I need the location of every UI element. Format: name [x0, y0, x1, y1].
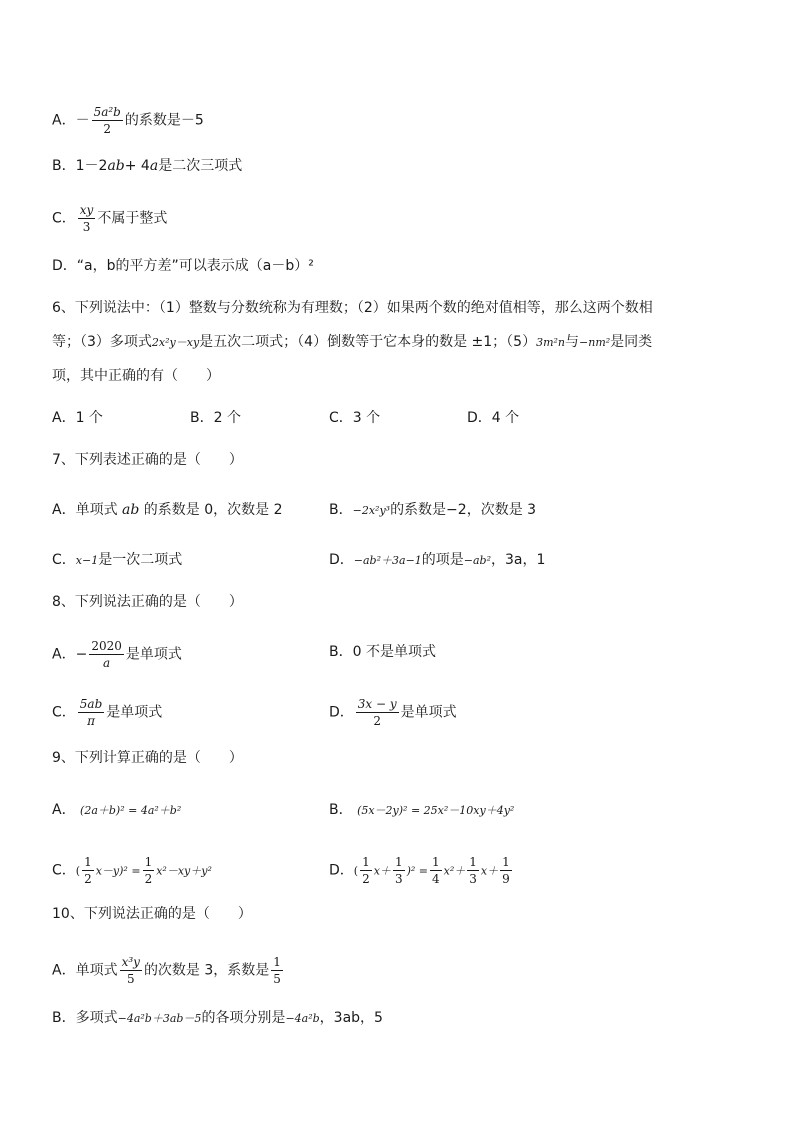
option-text: 的系数是 0，次数是 2: [143, 502, 283, 518]
minus-sign: －: [75, 112, 90, 129]
paren: (: [75, 864, 81, 878]
math-expr: −nm²: [579, 336, 611, 349]
option-label: C．: [52, 704, 76, 721]
fraction-denominator: 3: [469, 872, 477, 886]
fraction-denominator: 3: [82, 220, 91, 234]
fraction: [89, 640, 124, 669]
math-expr: (5x－2y)² = 25x²－10xy＋4y²: [357, 804, 515, 817]
fraction-denominator: 5: [126, 972, 135, 986]
option-label: A．单项式: [52, 502, 118, 518]
option-text: 的系数是－5: [124, 112, 204, 129]
paren: (: [353, 864, 359, 878]
fraction-numerator: 1: [144, 855, 153, 869]
fraction: [78, 698, 104, 727]
option-text: 是二次三项式: [158, 158, 243, 174]
option-label: C．: [52, 210, 76, 227]
math-var: ab: [122, 502, 140, 518]
fraction: [430, 856, 442, 885]
q7-option-d: [329, 550, 545, 571]
fraction-denominator: 3: [394, 872, 403, 886]
option-text: 是单项式: [400, 704, 457, 721]
option-label: D．: [329, 552, 354, 568]
fraction: [92, 106, 123, 135]
q5-option-c: [52, 204, 167, 233]
math-expr: x²＋: [443, 864, 466, 878]
q8-option-a: [52, 640, 182, 669]
stem-text: 与: [565, 334, 580, 350]
q9-option-b: [329, 800, 514, 821]
option-text: 不属于整式: [97, 210, 168, 227]
fraction-denominator: 2: [362, 872, 370, 886]
math-expr: (2a＋b)² = 4a²＋b²: [80, 804, 182, 817]
option-text: ，3ab，5: [319, 1010, 383, 1026]
fraction: [271, 956, 283, 985]
option-text: 的各项分别是: [201, 1010, 286, 1026]
fraction-numerator: x³y: [121, 955, 140, 969]
q5-option-a: [52, 106, 204, 135]
option-label: C．: [52, 862, 76, 879]
minus-sign: −: [75, 646, 88, 663]
fraction-numerator: 5ab: [79, 697, 103, 711]
fraction-denominator: 9: [502, 872, 510, 886]
math-expr: −2x²y³: [352, 504, 391, 517]
fraction-denominator: a: [103, 656, 111, 670]
option-label: A．: [52, 802, 76, 818]
fraction-denominator: 4: [432, 872, 440, 886]
math-expr: −ab²: [463, 554, 492, 567]
fraction: [356, 698, 399, 727]
math-expr: + 4: [124, 158, 150, 174]
option-label: A．: [52, 112, 76, 129]
fraction: [120, 956, 142, 985]
option-label: B．: [329, 802, 353, 818]
q9-option-d: [329, 856, 514, 885]
fraction-numerator: 1: [394, 855, 403, 869]
fraction: [500, 856, 512, 885]
q6-option-a: A．1 个: [52, 410, 103, 426]
q9-stem: 9、下列计算正确的是（ ）: [52, 750, 243, 766]
q10-stem: 10、下列说法正确的是（ ）: [52, 906, 252, 922]
fraction: [393, 856, 405, 885]
fraction-denominator: 2: [373, 714, 382, 728]
fraction-numerator: 1: [84, 855, 92, 869]
math-expr: x＋: [373, 864, 391, 878]
math-expr: )² =: [406, 864, 428, 878]
q10-option-a: [52, 956, 285, 985]
q9-option-c: [52, 856, 212, 885]
option-label: D．: [329, 862, 354, 879]
math-expr: x−1: [75, 554, 99, 567]
option-text: 的项是: [421, 552, 464, 568]
math-expr: −ab²＋3a−1: [353, 554, 422, 567]
math-expr: x²－xy＋y²: [156, 864, 212, 878]
option-label: B．: [329, 502, 353, 518]
fraction-numerator: 5a²b: [93, 105, 121, 119]
math-expr: 3m²n: [536, 336, 566, 349]
q8-stem: 8、下列说法正确的是（ ）: [52, 594, 243, 610]
q6-option-b: B．2 个: [190, 410, 241, 426]
option-label: D．: [52, 258, 77, 274]
math-expr: −4a²b＋3ab－5: [117, 1012, 202, 1025]
q10-option-b: [52, 1008, 383, 1029]
q8-option-d: [329, 698, 457, 727]
option-text: 是单项式: [125, 646, 182, 663]
math-expr: 2x²y－xy: [151, 336, 200, 349]
math-var: ab: [107, 158, 125, 174]
option-label: B．: [52, 158, 76, 174]
option-label: B．多项式: [52, 1010, 118, 1026]
fraction-numerator: 1: [273, 955, 281, 969]
fraction-numerator: 1: [432, 855, 440, 869]
option-label: D．: [329, 704, 354, 721]
option-label: A．单项式: [52, 962, 118, 979]
q7-option-c: [52, 550, 182, 571]
option-text: 的系数是−2，次数是 3: [390, 502, 537, 518]
fraction-numerator: xy: [79, 203, 94, 217]
q5-option-d: [52, 256, 314, 276]
fraction-denominator: 5: [273, 972, 281, 986]
fraction-numerator: 1: [469, 855, 477, 869]
fraction-numerator: 2020: [91, 639, 122, 653]
fraction-denominator: 2: [84, 872, 92, 886]
q6-stem-line3: 项，其中正确的有（ ）: [52, 368, 220, 384]
fraction-denominator: π: [87, 714, 95, 728]
option-label: A．: [52, 646, 76, 663]
fraction: [143, 856, 155, 885]
q6-stem-line1: 6、下列说法中：（1）整数与分数统称为有理数；（2）如果两个数的绝对值相等，那么这两个数相: [52, 300, 653, 316]
q7-stem: 7、下列表述正确的是（ ）: [52, 452, 243, 468]
fraction: [82, 856, 94, 885]
fraction-denominator: 2: [144, 872, 153, 886]
option-text: 是单项式: [106, 704, 163, 721]
stem-text: 是同类: [610, 334, 653, 350]
fraction-numerator: 3x − y: [357, 697, 397, 711]
option-text: “a，b的平方差”可以表示成（a－b）²: [76, 258, 314, 274]
q9-option-a: [52, 800, 181, 821]
q6-stem-line2: [52, 332, 652, 353]
q8-option-b: B．0 不是单项式: [329, 644, 436, 660]
q7-option-a: [52, 500, 283, 520]
math-expr: x－y)² =: [95, 864, 141, 878]
fraction-denominator: 2: [103, 122, 112, 136]
math-expr: x＋: [480, 864, 499, 878]
stem-text: 等；（3）多项式: [52, 334, 152, 350]
q6-option-c: C．3 个: [329, 410, 381, 426]
option-text: 的次数是 3，系数是: [143, 962, 270, 979]
option-text: ，3a，1: [491, 552, 546, 568]
q6-option-d: D．4 个: [467, 410, 520, 426]
math-expr: 1－2: [75, 158, 108, 174]
fraction: [78, 204, 96, 233]
fraction: [467, 856, 479, 885]
q8-option-c: [52, 698, 162, 727]
fraction-numerator: 1: [502, 855, 510, 869]
option-text: 是一次二项式: [98, 552, 183, 568]
fraction: [360, 856, 372, 885]
q7-option-b: [329, 500, 536, 521]
option-label: C．: [52, 552, 76, 568]
fraction-numerator: 1: [362, 855, 370, 869]
math-expr: −4a²b: [285, 1012, 320, 1025]
q5-option-b: [52, 156, 242, 176]
stem-text: 是五次二项式；（4）倒数等于它本身的数是 ±1；（5）: [199, 334, 537, 350]
math-var: a: [149, 158, 159, 174]
